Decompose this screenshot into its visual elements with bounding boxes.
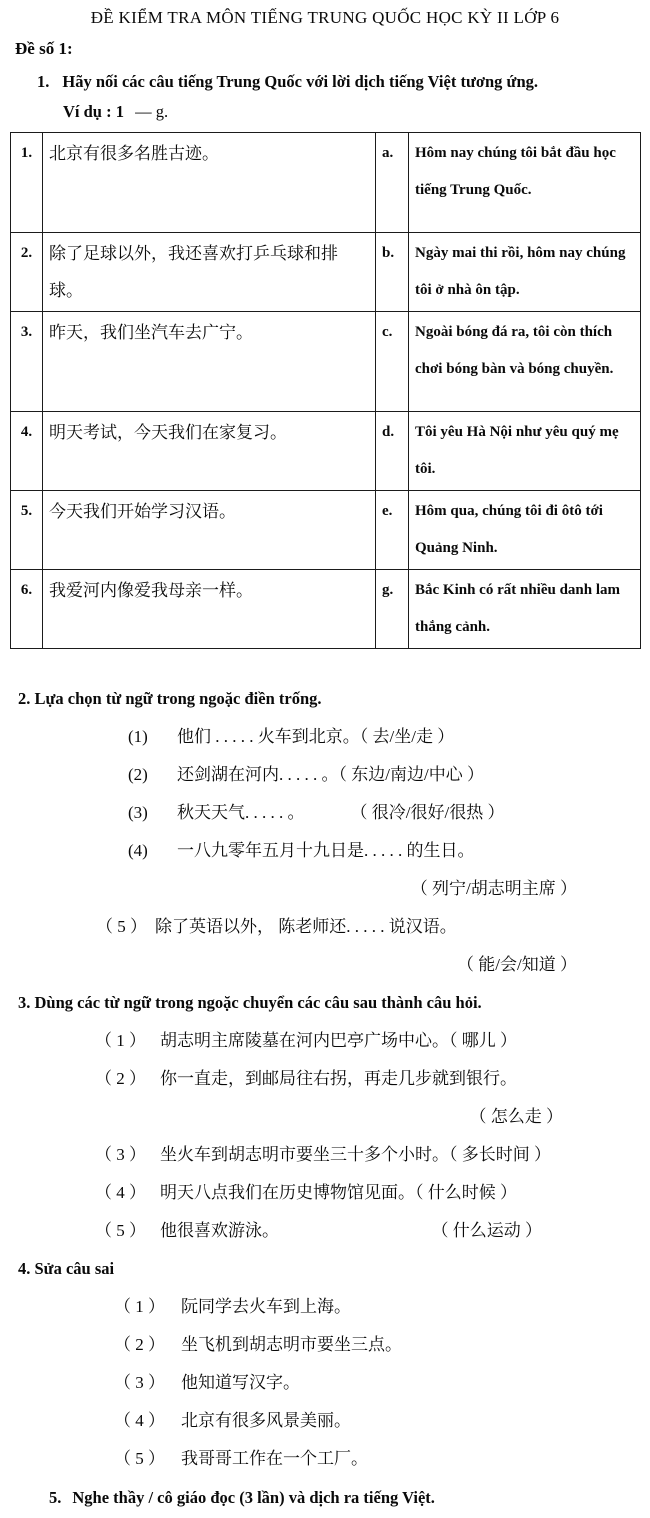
chinese-sentence-cell: 我爱河内像爱我母亲一样。 bbox=[43, 570, 376, 649]
exam-number-label: Đề số 1: bbox=[15, 39, 73, 58]
exercise-item bbox=[10, 1406, 640, 1431]
item-text: 明天八点我们在历史博物馆见面。（ 什么时候 ） bbox=[160, 1183, 517, 1202]
section1-heading bbox=[10, 72, 640, 92]
section1-heading-text: Hãy nối các câu tiếng Trung Quốc với lời dịch tiếng Việt tương ứng. bbox=[62, 72, 538, 91]
section5-heading-text: Nghe thầy / cô giáo đọc (3 lần) và dịch ra tiếng Việt. bbox=[72, 1488, 435, 1507]
row-number-cell: 6. bbox=[11, 570, 43, 649]
item-text: 胡志明主席陵墓在河内巴亭广场中心。（ 哪儿 ） bbox=[160, 1031, 517, 1050]
section5-heading bbox=[10, 1488, 640, 1508]
item-label: (1) bbox=[128, 727, 148, 746]
item-label: （ 3 ） bbox=[114, 1373, 165, 1392]
section4-heading: 4. Sửa câu sai bbox=[18, 1259, 115, 1278]
letter-cell: d. bbox=[376, 412, 409, 491]
table-row bbox=[11, 233, 641, 312]
section3 bbox=[10, 993, 640, 1241]
exercise-item bbox=[10, 1368, 640, 1393]
exercise-item bbox=[10, 1178, 640, 1203]
exercise-item bbox=[10, 722, 640, 747]
item-options: （ 怎么走 ） bbox=[469, 1107, 563, 1126]
vietnamese-translation-cell: Ngoài bóng đá ra, tôi còn thích chơi bóng bàn và bóng chuyền. bbox=[409, 312, 641, 412]
table-row bbox=[11, 133, 641, 233]
row-number-cell: 2. bbox=[11, 233, 43, 312]
exercise-item bbox=[10, 912, 640, 937]
item-text: 阮同学去火车到上海。 bbox=[181, 1297, 351, 1316]
letter-cell: g. bbox=[376, 570, 409, 649]
item-label: (3) bbox=[128, 803, 148, 822]
section2 bbox=[10, 689, 640, 975]
item-text: 坐火车到胡志明市要坐三十多个小时。（ 多长时间 ） bbox=[160, 1145, 551, 1164]
vietnamese-translation-cell: Hôm nay chúng tôi bắt đầu học tiếng Trung Quốc. bbox=[409, 133, 641, 233]
item-label: （ 1 ） bbox=[95, 1031, 146, 1050]
exercise-item bbox=[10, 1444, 640, 1469]
section3-heading: 3. Dùng các từ ngữ trong ngoặc chuyển các câu sau thành câu hỏi. bbox=[18, 993, 482, 1012]
item-text: 一八九零年五月十九日是. . . . . 的生日。 bbox=[177, 841, 475, 860]
exercise-item bbox=[10, 1292, 640, 1317]
item-label: （ 5 ） bbox=[114, 1449, 165, 1468]
item-label: （ 5 ） bbox=[95, 1221, 146, 1240]
letter-cell: a. bbox=[376, 133, 409, 233]
chinese-sentence-cell: 今天我们开始学习汉语。 bbox=[43, 491, 376, 570]
chinese-sentence-cell: 除了足球以外，我还喜欢打乒乓球和排球。 bbox=[43, 233, 376, 312]
item-options: （ 列宁/胡志明主席 ） bbox=[410, 879, 577, 898]
item-text: 除了英语以外， 陈老师还. . . . . 说汉语。 bbox=[155, 917, 457, 936]
item-text: 坐飞机到胡志明市要坐三点。 bbox=[181, 1335, 402, 1354]
item-label: （ 4 ） bbox=[114, 1411, 165, 1430]
table-row bbox=[11, 491, 641, 570]
item-label: （ 1 ） bbox=[114, 1297, 165, 1316]
item-text: 北京有很多风景美丽。 bbox=[181, 1411, 351, 1430]
item-label: （ 2 ） bbox=[95, 1069, 146, 1088]
item-label: (2) bbox=[128, 765, 148, 784]
item-label: （ 2 ） bbox=[114, 1335, 165, 1354]
item-label: （ 3 ） bbox=[95, 1145, 146, 1164]
section1-number: 1. bbox=[37, 72, 50, 91]
table-row bbox=[11, 312, 641, 412]
item-text: 他很喜欢游泳。 bbox=[160, 1221, 279, 1240]
exercise-item bbox=[10, 1026, 640, 1051]
item-text: 我哥哥工作在一个工厂。 bbox=[181, 1449, 368, 1468]
table-row bbox=[11, 412, 641, 491]
chinese-sentence-cell: 昨天，我们坐汽车去广宁。 bbox=[43, 312, 376, 412]
example-label: Ví dụ : 1 bbox=[63, 102, 124, 121]
item-options: （ 能/会/知道 ） bbox=[457, 955, 577, 974]
exercise-item bbox=[10, 760, 640, 785]
item-text: 他们 . . . . . 火车到北京。（ 去/坐/走 ） bbox=[177, 727, 455, 746]
row-number-cell: 4. bbox=[11, 412, 43, 491]
item-label: （ 5 ） bbox=[96, 917, 147, 936]
letter-cell: c. bbox=[376, 312, 409, 412]
section4 bbox=[10, 1259, 640, 1469]
section2-heading: 2. Lựa chọn từ ngữ trong ngoặc điền trống. bbox=[18, 689, 322, 708]
vietnamese-translation-cell: Hôm qua, chúng tôi đi ôtô tới Quảng Ninh. bbox=[409, 491, 641, 570]
exercise-item bbox=[10, 1064, 640, 1089]
example-line bbox=[10, 102, 640, 122]
exercise-item bbox=[10, 1330, 640, 1355]
item-text: 秋天天气. . . . . 。 bbox=[177, 803, 305, 822]
vietnamese-translation-cell: Ngày mai thi rồi, hôm nay chúng tôi ở nhà ôn tập. bbox=[409, 233, 641, 312]
item-label: （ 4 ） bbox=[95, 1183, 146, 1202]
row-number-cell: 1. bbox=[11, 133, 43, 233]
vietnamese-translation-cell: Tôi yêu Hà Nội như yêu quý mẹ tôi. bbox=[409, 412, 641, 491]
item-text: 他知道写汉字。 bbox=[181, 1373, 300, 1392]
item-label: (4) bbox=[128, 841, 148, 860]
item-options: （ 什么运动 ） bbox=[431, 1221, 542, 1240]
section5-number: 5. bbox=[49, 1488, 62, 1507]
letter-cell: e. bbox=[376, 491, 409, 570]
table-row bbox=[11, 570, 641, 649]
page-title: ĐỀ KIỂM TRA MÔN TIẾNG TRUNG QUỐC HỌC KỲ II LỚP 6 bbox=[90, 8, 560, 27]
exercise-item bbox=[10, 1140, 640, 1165]
exercise-item bbox=[10, 798, 640, 823]
item-options: （ 很冷/很好/很热 ） bbox=[350, 803, 505, 822]
chinese-sentence-cell: 北京有很多名胜古迹。 bbox=[43, 133, 376, 233]
vietnamese-translation-cell: Bắc Kinh có rất nhiều danh lam thắng cảnh. bbox=[409, 570, 641, 649]
row-number-cell: 5. bbox=[11, 491, 43, 570]
exercise-item bbox=[10, 836, 640, 861]
letter-cell: b. bbox=[376, 233, 409, 312]
item-text: 你一直走，到邮局往右拐，再走几步就到银行。 bbox=[160, 1069, 517, 1088]
example-answer: — g. bbox=[135, 102, 169, 121]
row-number-cell: 3. bbox=[11, 312, 43, 412]
exercise-item bbox=[10, 1216, 640, 1241]
item-text: 还剑湖在河内. . . . . 。（ 东边/南边/中心 ） bbox=[177, 765, 484, 784]
chinese-sentence-cell: 明天考试，今天我们在家复习。 bbox=[43, 412, 376, 491]
matching-table bbox=[10, 132, 641, 649]
